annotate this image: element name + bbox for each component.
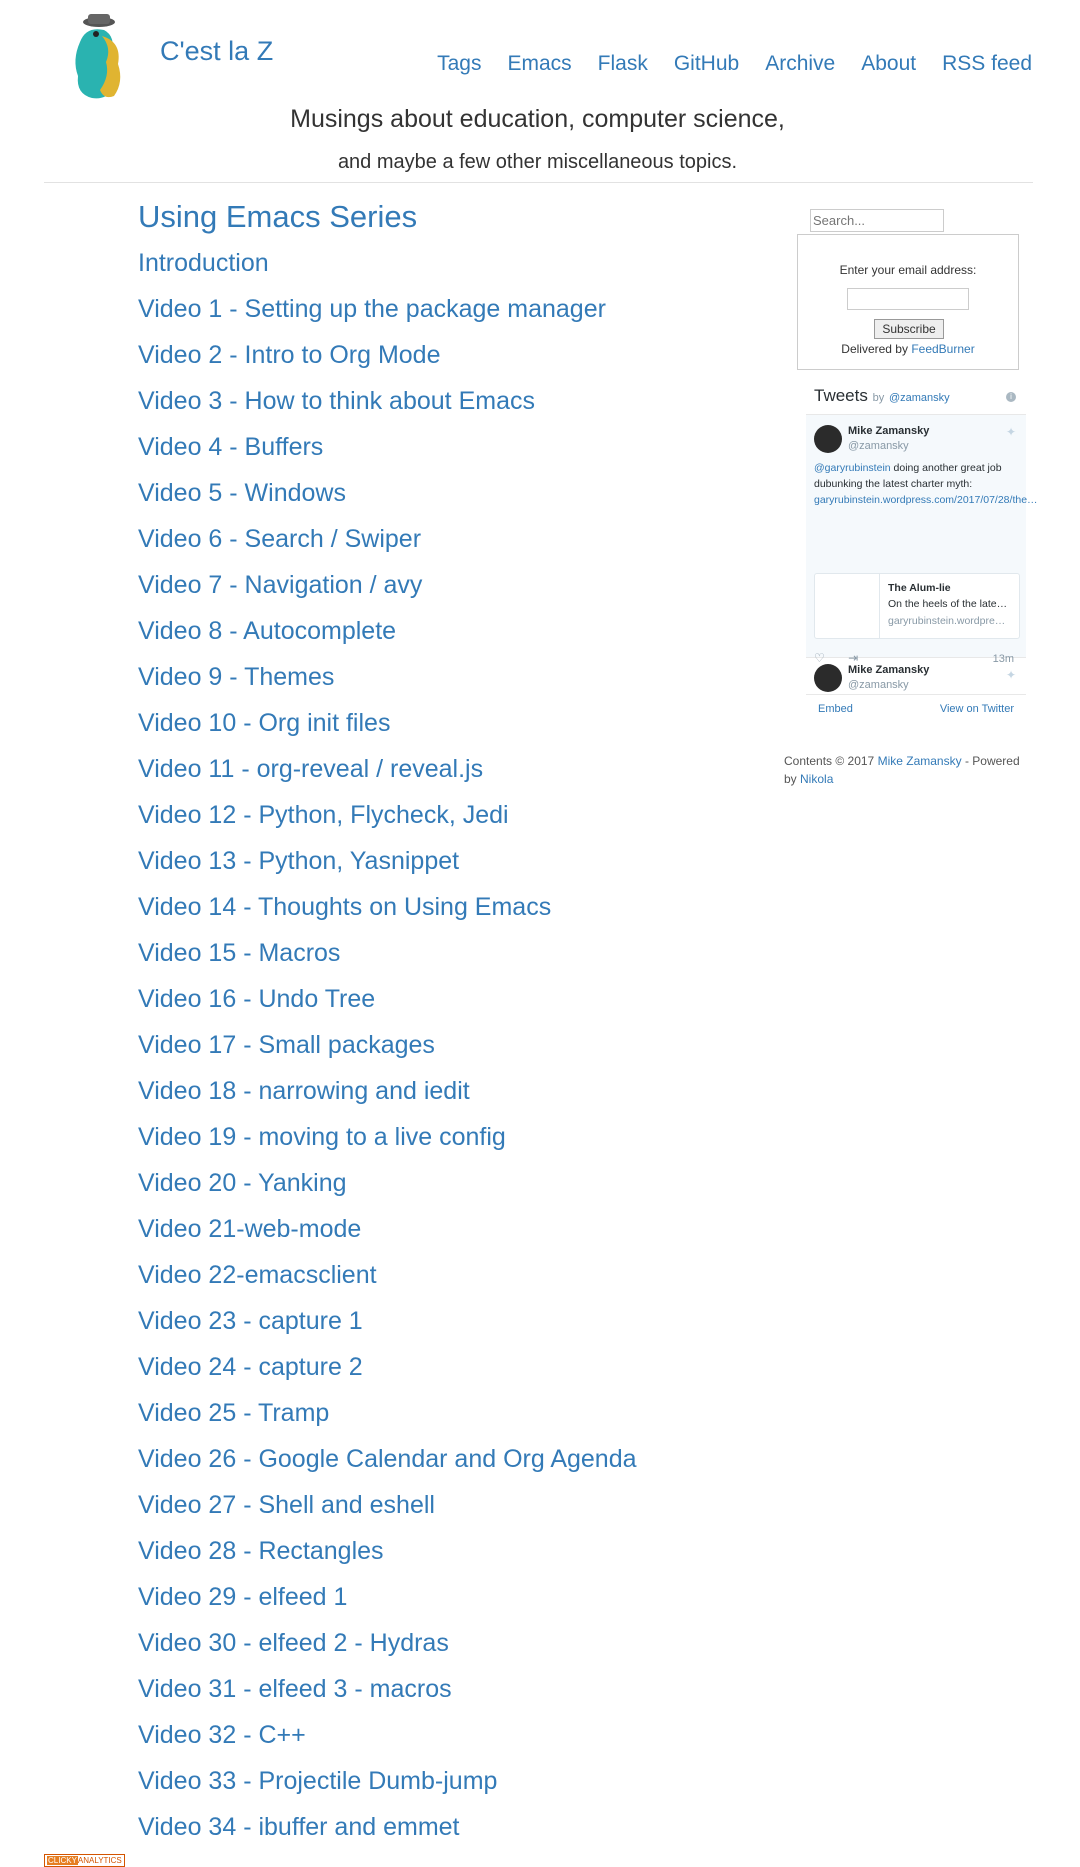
post-link[interactable]: Video 3 - How to think about Emacs (138, 387, 535, 415)
card-description: On the heels of the late… (888, 598, 1008, 610)
share-icon[interactable]: ⇥ (848, 651, 859, 665)
author-link[interactable]: Mike Zamansky (877, 754, 962, 768)
list-item (138, 1714, 758, 1760)
delivered-by (798, 342, 1018, 356)
list-item (138, 1024, 758, 1070)
list-item (138, 1576, 758, 1622)
header-divider (44, 182, 1033, 183)
list-item (138, 1530, 758, 1576)
nav-flask[interactable]: Flask (597, 52, 648, 75)
list-item (138, 1484, 758, 1530)
tweet-mention-link[interactable]: @garyrubinstein (814, 462, 891, 474)
post-link[interactable]: Video 32 - C++ (138, 1721, 306, 1749)
page-heading (138, 196, 758, 242)
post-link-introduction[interactable]: Introduction (138, 249, 269, 277)
list-item (138, 610, 758, 656)
page-heading-link[interactable]: Using Emacs Series (138, 199, 418, 234)
list-item (138, 1622, 758, 1668)
list-item (138, 1760, 758, 1806)
post-link[interactable]: Video 25 - Tramp (138, 1399, 330, 1427)
post-link[interactable]: Video 15 - Macros (138, 939, 341, 967)
list-item (138, 702, 758, 748)
list-item (138, 564, 758, 610)
post-link[interactable]: Video 31 - elfeed 3 - macros (138, 1675, 452, 1703)
powered-text: - Powered by (784, 754, 1020, 786)
nav-about[interactable]: About (861, 52, 917, 75)
list-item (138, 288, 758, 334)
post-link[interactable]: Video 12 - Python, Flycheck, Jedi (138, 801, 509, 829)
tweet-author-name[interactable]: Mike Zamansky (848, 425, 930, 437)
main-content (138, 196, 758, 1852)
avatar[interactable] (814, 664, 842, 692)
post-link[interactable]: Video 10 - Org init files (138, 709, 391, 737)
post-link[interactable]: Video 2 - Intro to Org Mode (138, 341, 441, 369)
post-link[interactable]: Video 4 - Buffers (138, 433, 324, 461)
nav-archive[interactable]: Archive (765, 52, 836, 75)
card-thumbnail (815, 574, 880, 638)
tweet-text (814, 460, 1038, 508)
list-item (138, 1346, 758, 1392)
post-list (138, 242, 758, 1852)
post-link[interactable]: Video 17 - Small packages (138, 1031, 435, 1059)
subscribe-button[interactable]: Subscribe (874, 319, 944, 339)
list-item (138, 1208, 758, 1254)
post-link[interactable]: Video 22-emacsclient (138, 1261, 377, 1289)
post-link[interactable]: Video 33 - Projectile Dumb-jump (138, 1767, 498, 1795)
list-item (138, 840, 758, 886)
post-link[interactable]: Video 11 - org-reveal / reveal.js (138, 755, 484, 783)
clicky-analytics-badge[interactable] (44, 1854, 125, 1867)
tweet-author-handle[interactable]: @zamansky (848, 440, 909, 452)
embed-link[interactable]: Embed (818, 703, 853, 715)
list-item (138, 932, 758, 978)
post-link[interactable]: Video 9 - Themes (138, 663, 335, 691)
contents-text: Contents © 2017 (784, 754, 878, 768)
list-item (138, 656, 758, 702)
post-link[interactable]: Video 18 - narrowing and iedit (138, 1077, 470, 1105)
twitter-footer (806, 695, 1026, 721)
post-link[interactable]: Video 5 - Windows (138, 479, 346, 507)
heart-icon[interactable]: ♡ (814, 651, 825, 665)
post-link[interactable]: Video 27 - Shell and eshell (138, 1491, 435, 1519)
post-link[interactable]: Video 24 - capture 2 (138, 1353, 363, 1381)
tweet-author-handle[interactable]: @zamansky (848, 679, 909, 691)
list-item (138, 1300, 758, 1346)
tweet (806, 658, 1026, 695)
tweet-url-link[interactable]: garyrubinstein.wordpress.com/2017/07/28/the… (814, 494, 1038, 506)
nav-rss-feed[interactable]: RSS feed (942, 52, 1032, 75)
tweet-link-card[interactable] (814, 573, 1020, 639)
list-item (138, 1070, 758, 1116)
post-link[interactable]: Video 26 - Google Calendar and Org Agenda (138, 1445, 637, 1473)
top-nav (437, 52, 1032, 76)
site-logo[interactable] (66, 12, 132, 100)
list-item (138, 472, 758, 518)
list-item (138, 1806, 758, 1852)
clicky-label: ANALYTICS (77, 1856, 122, 1865)
post-link[interactable]: Video 13 - Python, Yasnippet (138, 847, 460, 875)
twitter-bird-icon: ✦ (1005, 425, 1016, 439)
post-link[interactable]: Video 6 - Search / Swiper (138, 525, 422, 553)
tagline-line-1: Musings about education, computer science, (290, 105, 785, 133)
list-item (138, 978, 758, 1024)
site-title[interactable]: C'est la Z (160, 36, 274, 66)
twitter-header (806, 378, 1026, 415)
post-link[interactable]: Video 21-web-mode (138, 1215, 362, 1243)
post-link[interactable]: Video 30 - elfeed 2 - Hydras (138, 1629, 449, 1657)
card-title: The Alum-lie (888, 582, 951, 594)
tweet-body-text: doing another great job dubunking the latest charter myth: (814, 462, 1002, 490)
post-link[interactable]: Video 7 - Navigation / avy (138, 571, 423, 599)
email-subscribe-box (797, 234, 1019, 370)
post-link[interactable]: Video 1 - Setting up the package manager (138, 295, 606, 323)
post-link[interactable]: Video 14 - Thoughts on Using Emacs (138, 893, 552, 921)
tweets-title-text: Tweets (814, 386, 868, 405)
card-domain: garyrubinstein.wordpre… (888, 615, 1006, 627)
tweet-author-name[interactable]: Mike Zamansky (848, 664, 930, 676)
nav-tags[interactable]: Tags (437, 52, 482, 75)
tweet-timestamp[interactable]: 13m (992, 653, 1014, 665)
post-link[interactable]: Video 20 - Yanking (138, 1169, 347, 1197)
view-on-twitter-link[interactable]: View on Twitter (939, 703, 1014, 715)
tweets-handle-link[interactable]: @zamansky (888, 392, 950, 404)
list-item (138, 1254, 758, 1300)
nav-emacs[interactable]: Emacs (507, 52, 572, 75)
list-item (138, 1392, 758, 1438)
email-label: Enter your email address: (839, 263, 977, 277)
list-item (138, 794, 758, 840)
post-link[interactable]: Video 29 - elfeed 1 (138, 1583, 348, 1611)
info-icon[interactable]: i (1006, 392, 1016, 402)
nav-github[interactable]: GitHub (673, 52, 740, 75)
list-item (138, 518, 758, 564)
avatar[interactable] (814, 425, 842, 453)
list-item (138, 1162, 758, 1208)
list-item (138, 748, 758, 794)
list-item (138, 1116, 758, 1162)
post-link[interactable]: Video 19 - moving to a live config (138, 1123, 506, 1151)
search-input[interactable] (810, 209, 944, 232)
post-link[interactable]: Video 8 - Autocomplete (138, 617, 397, 645)
email-field[interactable] (847, 288, 969, 310)
delivered-by-text: Delivered by (841, 342, 908, 356)
clicky-brand: CLICKY (48, 1856, 77, 1865)
list-item (138, 334, 758, 380)
list-item (138, 426, 758, 472)
post-link[interactable]: Video 34 - ibuffer and emmet (138, 1813, 460, 1841)
post-link[interactable]: Video 28 - Rectangles (138, 1537, 384, 1565)
post-link[interactable]: Video 16 - Undo Tree (138, 985, 376, 1013)
tweet (806, 415, 1038, 665)
tagline-line-2: and maybe a few other miscellaneous topics. (337, 151, 738, 173)
twitter-bird-icon: ✦ (1005, 668, 1016, 682)
list-item (138, 886, 758, 932)
list-item (138, 242, 758, 288)
list-item (138, 380, 758, 426)
tweets-title (814, 386, 950, 406)
twitter-timeline (806, 378, 1038, 718)
post-link[interactable]: Video 23 - capture 1 (138, 1307, 363, 1335)
sidebar-footer (784, 752, 1024, 788)
list-item (138, 1668, 758, 1714)
list-item (138, 1438, 758, 1484)
nikola-link[interactable]: Nikola (800, 772, 834, 786)
feedburner-link[interactable]: FeedBurner (911, 342, 975, 356)
tweets-by: by (872, 392, 885, 404)
